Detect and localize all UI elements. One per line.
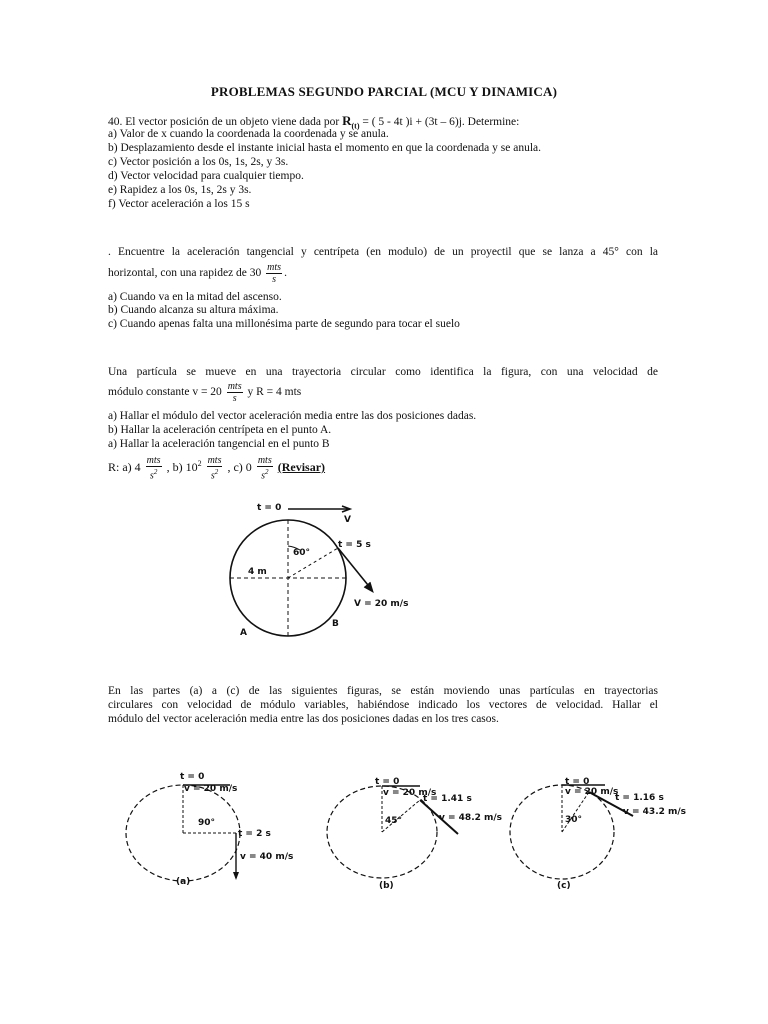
label-speed: V = 20 m/s [354, 599, 409, 609]
label-angle: 60° [293, 548, 311, 558]
svg-text:t = 1.41 s: t = 1.41 s [423, 794, 472, 804]
svg-text:t = 0: t = 0 [375, 777, 400, 787]
problem-2-line-1: . Encuentre la aceleración tangencial y centrípeta (en modulo) de un proyectil que se lanza a 45° con la [108, 246, 658, 258]
figure-c [505, 777, 695, 895]
svg-text:v = 20 m/s: v = 20 m/s [383, 788, 437, 798]
fraction-mts-s: $\frac{\text{mts}}{s}$ [227, 381, 242, 404]
svg-text:v = 48.2 m/s: v = 48.2 m/s [439, 813, 503, 823]
svg-text:45°: 45° [385, 816, 403, 826]
label-t5: t = 5 s [338, 540, 371, 550]
problem-40-item-a: a) Valor de x cuando la coordenada la coordenada y se anula. [108, 128, 389, 140]
velocity-t5-arrow [338, 548, 372, 590]
problem-3-line-1: Una partícula se mueve en una trayectoria circular como identifica la figura, con una velocidad de [108, 366, 658, 378]
label-radius: 4 m [248, 567, 267, 577]
problem-2-line-2: horizontal, con una rapidez de 30 $\frac{\text{mts}}{s}$ . [108, 262, 287, 285]
svg-text:v = 43.2 m/s: v = 43.2 m/s [623, 807, 687, 817]
problem-2-item-a: a) Cuando va en la mitad del ascenso. [108, 291, 282, 303]
problem-2-item-c: c) Cuando apenas falta una millonésima parte de segundo para tocar el suelo [108, 318, 460, 330]
figure-b [315, 777, 503, 893]
problem-3-line-2: módulo constante v = 20 $\frac{\text{mts}}{s}$ y R = 4 mts [108, 381, 302, 404]
fraction-mts-s: $\frac{\text{mts}}{s}$ [267, 262, 282, 285]
problem-40-intro: 40. El vector posición de un objeto viene dada por $R_{(t)}$ = ( 5 - 4t )i + (3t – 6)j. Determine: [108, 113, 520, 131]
page-title: PROBLEMAS SEGUNDO PARCIAL (MCU Y DINAMICA) [210, 84, 558, 99]
revisar-note: (Revisar) [277, 459, 326, 474]
circular-motion-figure [220, 498, 420, 648]
svg-text:t = 0: t = 0 [180, 772, 205, 782]
svg-text:v = 20 m/s: v = 20 m/s [184, 784, 238, 794]
problem-3-item-a: a) Hallar el módulo del vector aceleración media entre las dos posiciones dadas. [108, 410, 477, 422]
svg-text:v = 20 m/s: v = 20 m/s [565, 787, 619, 797]
problem-3-answer: R: a) 4 $\frac{\text{mts}}{s^2}$ , b) $10^2$ $\frac{\text{mts}}{s^2}$ , c) 0 $\frac{\text{mts}}{s^2}$ (Revisar) [108, 455, 326, 482]
figure-c-caption: (c) [557, 881, 571, 891]
figure-a [118, 770, 303, 890]
figure-a-caption: (a) [176, 877, 191, 887]
problem-2-item-b: b) Cuando alcanza su altura máxima. [108, 304, 279, 316]
label-point-b: B [332, 619, 339, 629]
svg-text:v = 40 m/s: v = 40 m/s [240, 852, 294, 862]
problem-40-item-b: b) Desplazamiento desde el instante inicial hasta el momento en que la coordenada y se anula. [108, 142, 542, 154]
problem-40-item-d: d) Vector velocidad para cualquier tiempo. [108, 170, 304, 182]
label-v: V [344, 515, 351, 525]
problem-4-line-2: circulares con velocidad de módulo variables, habiéndose indicado los vectores de velocidad. Hallar el [108, 699, 658, 711]
problem-40-item-e: e) Rapidez a los 0s, 1s, 2s y 3s. [108, 184, 252, 196]
svg-text:t = 0: t = 0 [565, 777, 590, 787]
svg-text:t = 2 s: t = 2 s [238, 829, 271, 839]
figure-b-caption: (b) [379, 881, 394, 891]
problem-4-line-3: módulo del vector aceleración media entre las dos posiciones dadas en los tres casos. [108, 713, 499, 725]
problem-40-item-f: f) Vector aceleración a los 15 s [108, 198, 250, 210]
svg-text:t = 1.16 s: t = 1.16 s [615, 793, 664, 803]
svg-text:90°: 90° [198, 818, 216, 828]
problem-4-line-1: En las partes (a) a (c) de las siguientes figuras, se están moviendo unas partículas en trayectorias [108, 685, 658, 697]
label-t0: t = 0 [257, 503, 282, 513]
problem-3-item-b: b) Hallar la aceleración centrípeta en el punto A. [108, 424, 332, 436]
problem-3-item-c: a) Hallar la aceleración tangencial en el punto B [108, 438, 330, 450]
label-point-a: A [240, 628, 247, 638]
problem-40-item-c: c) Vector posición a los 0s, 1s, 2s, y 3s. [108, 156, 289, 168]
svg-text:30°: 30° [565, 815, 583, 825]
